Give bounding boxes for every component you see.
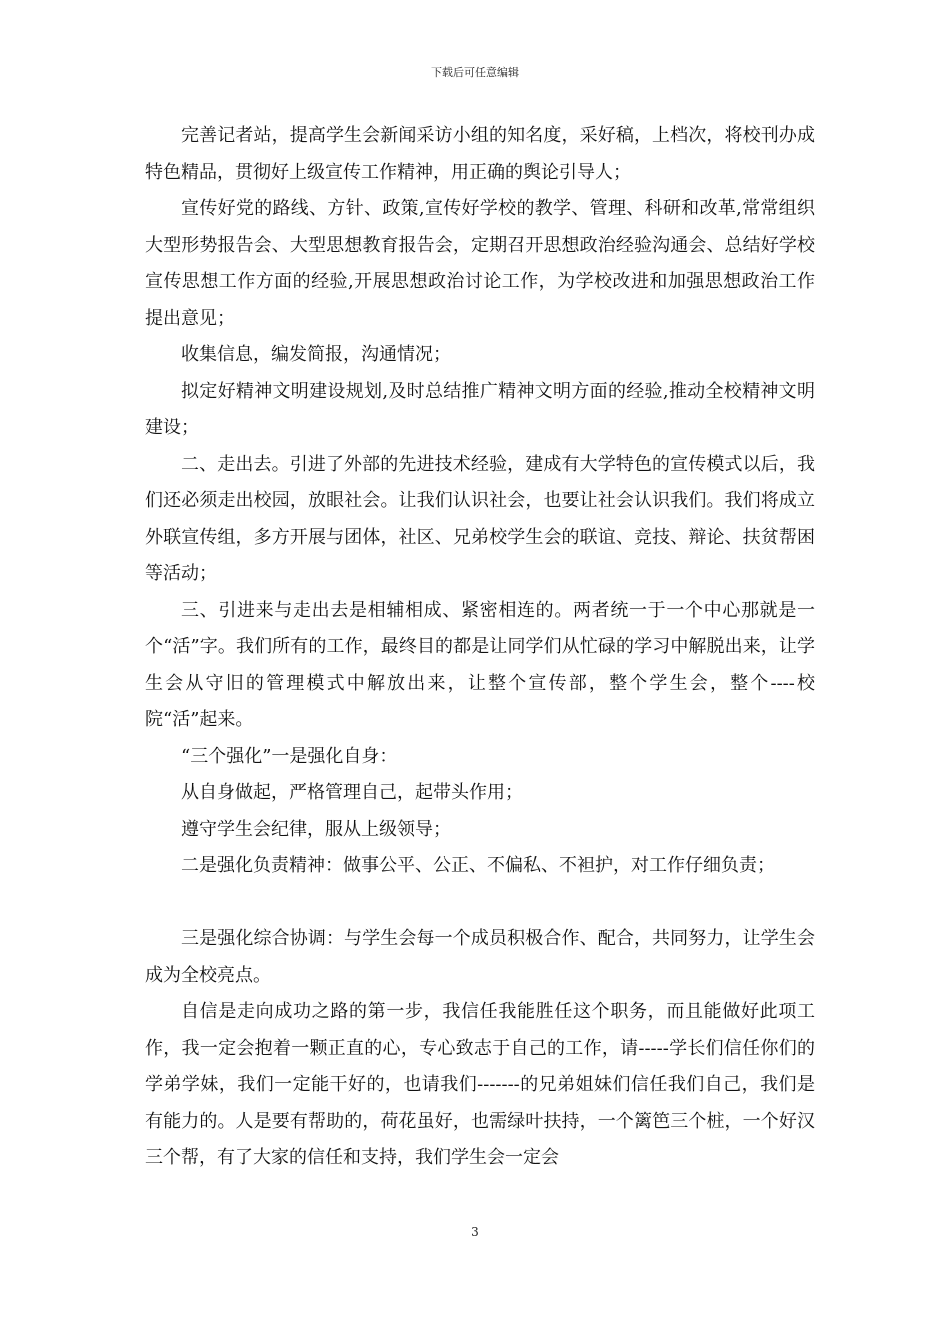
paragraph-obey-rules: 遵守学生会纪律，服从上级领导；	[181, 818, 451, 840]
paragraph-three-strengthen: “三个强化”一是强化自身：	[181, 745, 398, 767]
paragraph-collect-info: 收集信息，编发简报，沟通情况；	[181, 344, 451, 365]
paragraph-publicity-policy: 宣传好党的路线、方针、政策,宣传好学校的教学、管理、科研和改革,常常组织大型形势报告会、大型思想教育报告会，定期召开思想政治经验沟通会、总结好学校宣传思想工作方面的经验,开展思想政治讨论工作，为学校改进和加强思想政治工作提出意见；	[145, 198, 815, 329]
paragraph-self-discipline: 从自身做起，严格管理自己，起带头作用；	[181, 782, 523, 803]
page-header: 下载后可任意编辑	[431, 66, 519, 79]
paragraph-responsibility: 二是强化负责精神：做事公平、公正、不偏私、不袒护，对工作仔细负责；	[181, 855, 775, 876]
blank-line	[145, 885, 815, 922]
paragraph-journalist-station: 完善记者站，提高学生会新闻采访小组的知名度，采好稿，上档次，将校刊办成特色精品，贯彻好上级宣传工作精神，用正确的舆论引导人；	[145, 125, 815, 183]
paragraph-go-out: 二、走出去。引进了外部的先进技术经验，建成有大学特色的宣传模式以后，我们还必须走出校园，放眼社会。让我们认识社会，也要让社会认识我们。我们将成立外联宣传组，多方开展与团体，社区、兄弟校学生会的联谊、竞技、辩论、扶贫帮困等活动；	[145, 453, 815, 584]
paragraph-confidence: 自信是走向成功之路的第一步，我信任我能胜任这个职务，而且能做好此项工作，我一定会抱着一颗正直的心，专心致志于自己的工作，请-----学长们信任你们的学弟学妹，我们一定能干好的，也请我们-------的兄弟姐妹们信任我们自己，我们是有能力的。人是要有帮助的，荷花虽好，也需绿叶扶持，一个篱笆三个桩，一个好汉三个帮，有了大家的信任和支持，我们学生会一定会	[145, 1001, 815, 1168]
paragraph-civilization-plan: 拟定好精神文明建设规划,及时总结推广精神文明方面的经验,推动全校精神文明建设；	[145, 380, 815, 438]
paragraph-bring-in-go-out: 三、引进来与走出去是相辅相成、紧密相连的。两者统一于一个中心那就是一个“活”字。我们所有的工作，最终目的都是让同学们从忙碌的学习中解脱出来，让学生会从守旧的管理模式中解放出来，让整个宣传部，整个学生会，整个----校院“活”起来。	[145, 599, 815, 730]
document-body	[145, 118, 815, 1177]
page-number: 3	[471, 1225, 479, 1239]
paragraph-coordination: 三是强化综合协调：与学生会每一个成员积极合作、配合，共同努力，让学生会成为全校亮点。	[145, 928, 815, 986]
